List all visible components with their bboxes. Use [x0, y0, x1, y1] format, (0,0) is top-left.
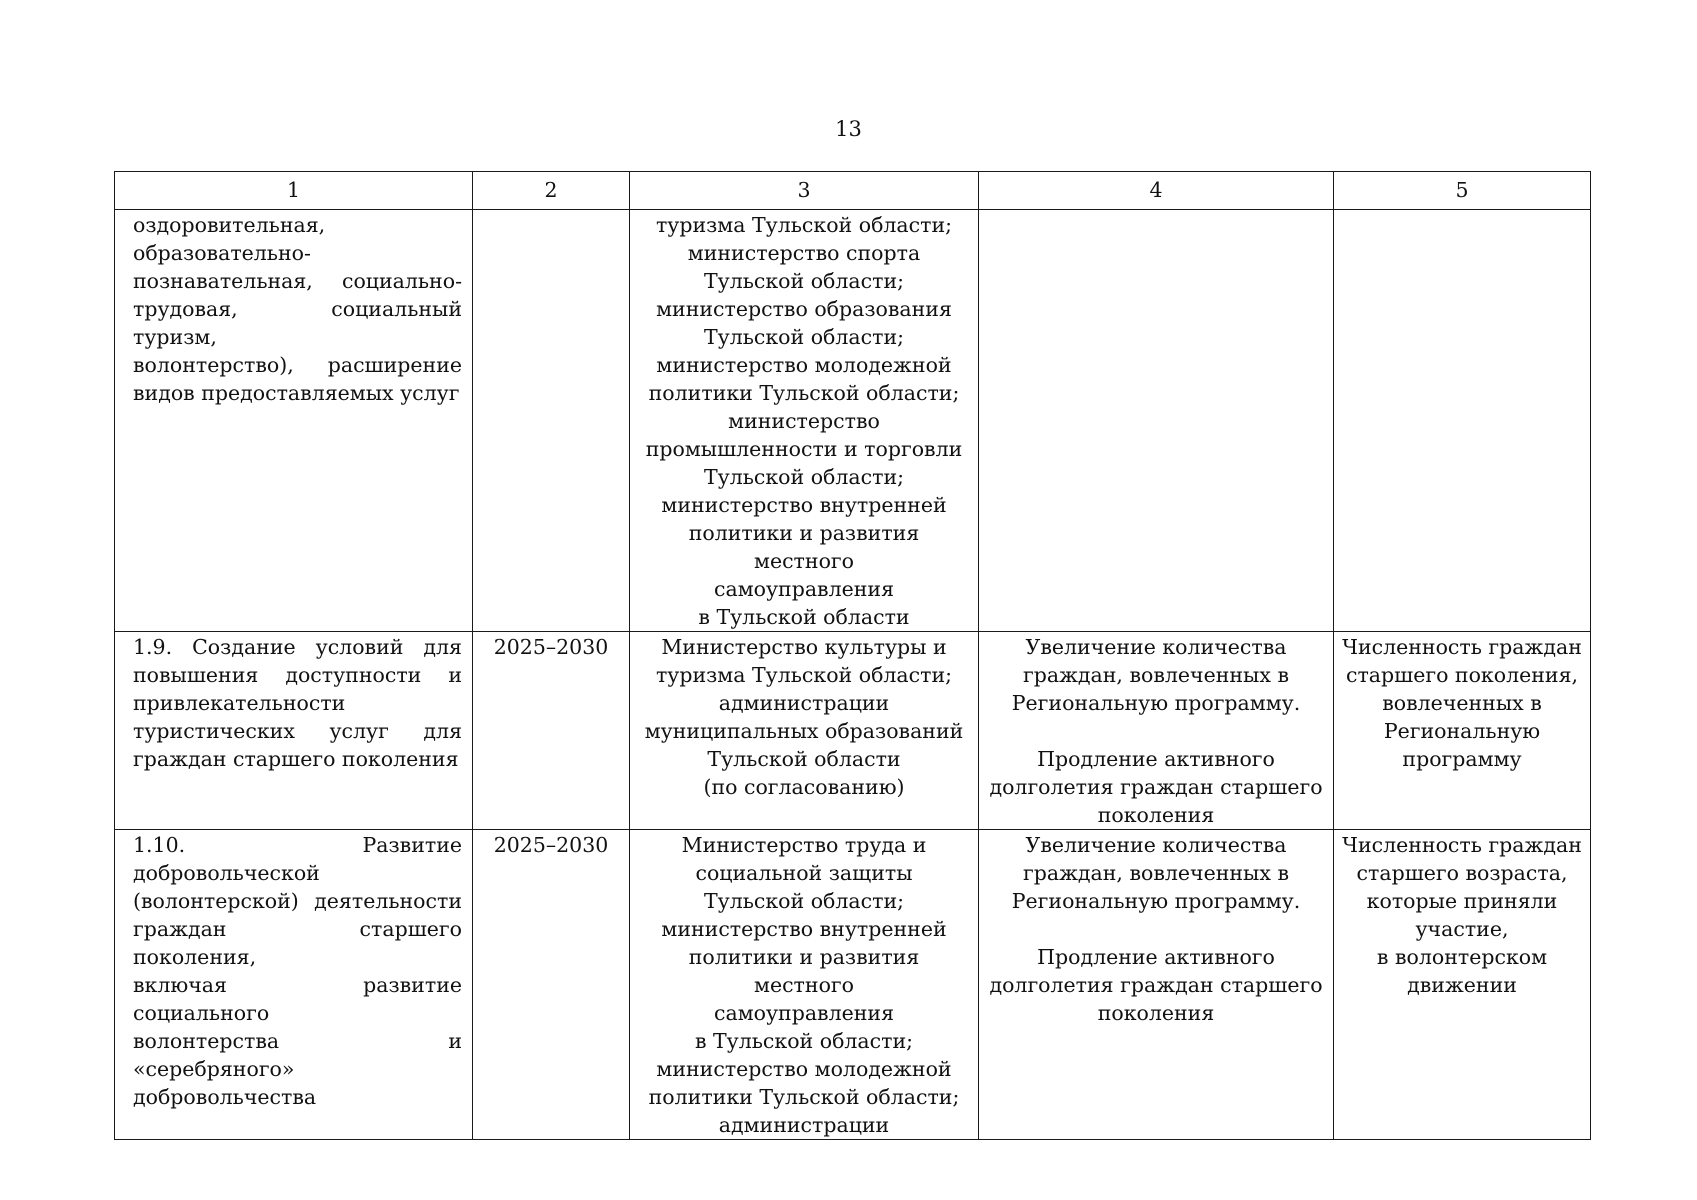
- cell-line: промышленности и торговли: [645, 437, 963, 461]
- cell-term: [473, 632, 630, 830]
- cell-line: министерство внутренней: [661, 493, 947, 517]
- cell-line: [985, 915, 1327, 943]
- column-header-5: 5: [1334, 172, 1591, 210]
- cell-indicator: [1334, 830, 1591, 1140]
- cell-line: граждан, вовлеченных в: [1022, 663, 1289, 687]
- cell-line: (по согласованию): [703, 775, 905, 799]
- cell-line: программу: [1402, 747, 1522, 771]
- cell-line: туризма Тульской области;: [655, 663, 953, 687]
- cell-result: [979, 210, 1334, 632]
- cell-line: Тульской области: [707, 747, 901, 771]
- cell-line: самоуправления: [713, 577, 894, 601]
- cell-line: старшего возраста,: [1356, 861, 1568, 885]
- cell-line: Тульской области;: [703, 889, 905, 913]
- cell-line: волонтерство), расширение: [133, 353, 462, 377]
- cell-responsible: [630, 632, 979, 830]
- cell-line: долголетия граждан старшего: [989, 973, 1323, 997]
- cell-activity: [115, 632, 473, 830]
- cell-result: [979, 632, 1334, 830]
- cell-line: Министерство культуры и: [661, 635, 947, 659]
- cell-line: Региональную программу.: [1011, 691, 1301, 715]
- cell-line: Продление активного: [1037, 747, 1275, 771]
- cell-activity: [115, 830, 473, 1140]
- cell-line: администрации: [718, 1113, 890, 1137]
- cell-line: Численность граждан: [1342, 635, 1582, 659]
- cell-line: 1.10. Развитие добровольческой: [133, 833, 462, 885]
- cell-line: министерство молодежной: [656, 1057, 952, 1081]
- cell-line: Увеличение количества: [1025, 635, 1287, 659]
- cell-line: политики и развития местного: [688, 521, 926, 573]
- cell-line: министерство внутренней: [661, 917, 947, 941]
- cell-line: туристических услуг для: [133, 719, 462, 743]
- table-row: [115, 210, 1591, 632]
- cell-line: участие,: [1415, 917, 1509, 941]
- cell-line: социальной защиты: [695, 861, 913, 885]
- cell-line: волонтерства и «серебряного»: [133, 1029, 462, 1081]
- cell-result: [979, 830, 1334, 1140]
- cell-line: 2025–2030: [493, 833, 609, 857]
- cell-line: долголетия граждан старшего: [989, 775, 1323, 799]
- cell-line: Министерство труда и: [681, 833, 927, 857]
- table-row: [115, 830, 1591, 1140]
- cell-line: видов предоставляемых услуг: [133, 381, 460, 405]
- cell-line: 2025–2030: [493, 635, 609, 659]
- cell-line: муниципальных образований: [644, 719, 964, 743]
- cell-line: (волонтерской) деятельности: [133, 889, 462, 913]
- cell-line: которые приняли: [1366, 889, 1558, 913]
- cell-line: образовательно-: [133, 241, 311, 265]
- cell-line: Численность граждан: [1342, 833, 1582, 857]
- cell-line: 1.9. Создание условий для: [133, 635, 462, 659]
- cell-line: добровольчества: [133, 1085, 317, 1109]
- cell-responsible: [630, 830, 979, 1140]
- cell-line: Региональную программу.: [1011, 889, 1301, 913]
- cell-line: граждан старшего поколения,: [133, 917, 462, 969]
- cell-line: трудовая, социальный туризм,: [133, 297, 462, 349]
- cell-line: движении: [1407, 973, 1517, 997]
- cell-line: старшего поколения,: [1345, 663, 1579, 687]
- cell-term: [473, 210, 630, 632]
- cell-line: граждан, вовлеченных в: [1022, 861, 1289, 885]
- cell-line: граждан старшего поколения: [133, 747, 459, 771]
- cell-line: администрации: [718, 691, 890, 715]
- cell-line: Тульской области;: [703, 269, 905, 293]
- cell-line: поколения: [1097, 1001, 1215, 1025]
- cell-line: Тульской области;: [703, 325, 905, 349]
- cell-responsible: [630, 210, 979, 632]
- cell-line: в волонтерском: [1376, 945, 1548, 969]
- column-header-2: 2: [473, 172, 630, 210]
- cell-line: повышения доступности и: [133, 663, 462, 687]
- cell-line: включая развитие социального: [133, 973, 462, 1025]
- cell-activity: [115, 210, 473, 632]
- cell-line: поколения: [1097, 803, 1215, 827]
- column-header-1: 1: [115, 172, 473, 210]
- cell-line: в Тульской области;: [694, 1029, 914, 1053]
- cell-line: Региональную: [1383, 719, 1541, 743]
- cell-line: политики Тульской области;: [648, 1085, 960, 1109]
- cell-line: министерство спорта: [687, 241, 921, 265]
- cell-line: оздоровительная,: [133, 213, 326, 237]
- cell-line: Продление активного: [1037, 945, 1275, 969]
- cell-line: Увеличение количества: [1025, 833, 1287, 857]
- cell-line: министерство молодежной: [656, 353, 952, 377]
- cell-line: самоуправления: [713, 1001, 894, 1025]
- cell-line: Тульской области;: [703, 465, 905, 489]
- cell-line: политики Тульской области;: [648, 381, 960, 405]
- cell-indicator: [1334, 210, 1591, 632]
- cell-line: привлекательности: [133, 691, 346, 715]
- column-header-4: 4: [979, 172, 1334, 210]
- plan-table: [114, 171, 1591, 1140]
- cell-indicator: [1334, 632, 1591, 830]
- cell-line: туризма Тульской области;: [655, 213, 953, 237]
- cell-term: [473, 830, 630, 1140]
- cell-line: в Тульской области: [698, 605, 910, 629]
- cell-line: министерство образования: [656, 297, 952, 321]
- cell-line: министерство: [728, 409, 880, 433]
- table-row: [115, 632, 1591, 830]
- cell-line: [479, 211, 623, 239]
- page-number: 13: [835, 117, 862, 141]
- cell-line: политики и развития местного: [688, 945, 926, 997]
- cell-line: [985, 717, 1327, 745]
- header-row: [115, 172, 1591, 210]
- cell-line: вовлеченных в: [1382, 691, 1542, 715]
- column-header-3: 3: [630, 172, 979, 210]
- cell-line: познавательная, социально-: [133, 269, 462, 293]
